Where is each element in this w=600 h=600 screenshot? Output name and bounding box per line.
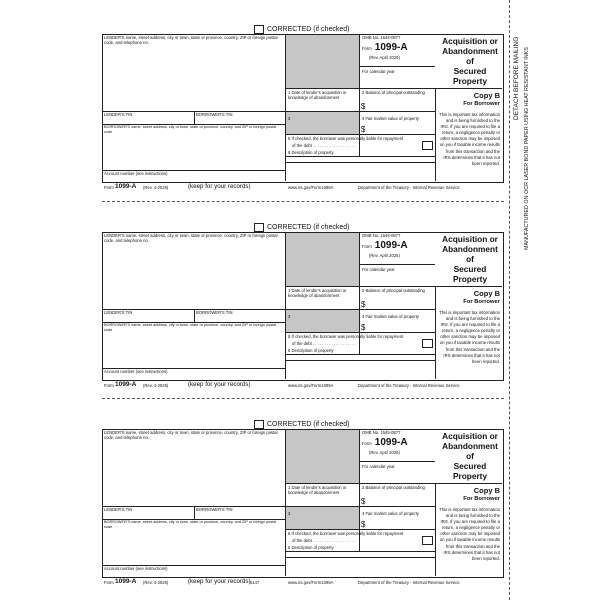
box5-label-2: of the debt . . . . . . . . . . . . . . . . . . . [292, 143, 357, 148]
form-number: 1099-A [374, 42, 408, 53]
manufactured-notice: MANUFACTURED ON OCR LASER BOND PAPER USING HEAT RESISTANT INKS [524, 47, 530, 250]
corrected-control[interactable] [254, 222, 349, 232]
box5-label: 5 If checked, the borrower was personally liable for repayment [288, 334, 404, 339]
account-number-label: Account number (see instructions) [104, 171, 168, 176]
box4-label: 4 Fair market value of property [362, 314, 420, 319]
box6-label: 6 Description of property [288, 545, 334, 550]
footer-keep: (keep for your records) [188, 578, 251, 585]
footer-revision: (Rev. 4-2025) [143, 185, 169, 190]
important-notice: This is important tax information and is being furnished to the IRS. If you are required to file a return, a negligence penalty or other sanction may be imposed on you if taxable income results from this transaction and the IRS determines that it has not been reported. [439, 507, 500, 561]
form-title: Acquisition or Abandonment of Secured Property [442, 234, 498, 284]
footer-department: Department of the Treasury - Internal Revenue Service [358, 383, 460, 388]
corrected-control[interactable] [254, 419, 349, 429]
box2-label: 2 Balance of principal outstanding [362, 90, 425, 95]
form-copy [102, 222, 504, 390]
important-notice: This is important tax information and is being furnished to the IRS. If you are required to file a return, a negligence penalty or other sanction may be imposed on you if taxable income results from this transaction and the IRS determines that it has not been reported. [439, 310, 500, 364]
lender-info-label: LENDER'S name, street address, city or town, state or province, country, ZIP or foreign postal code, and telephone no. [104, 233, 278, 243]
for-borrower-label: For Borrower [463, 496, 500, 502]
box1-label: 1 Date of lender's acquisition or knowledge of abandonment [288, 485, 347, 495]
box2-dollar: $ [361, 497, 366, 506]
footer-form-word: Form [104, 383, 114, 388]
for-borrower-label: For Borrower [463, 101, 500, 107]
footer-keep: (keep for your records) [188, 183, 251, 190]
account-number-label: Account number (see instructions) [104, 369, 168, 374]
borrower-info-label: BORROWER'S name, street address, city or town, state or province, country, and ZIP or foreign postal code [104, 520, 277, 529]
footer-url: www.irs.gov/Form1099A [288, 185, 334, 190]
lender-info-label: LENDER'S name, street address, city or town, state or province, country, ZIP or foreign postal code, and telephone no. [104, 35, 278, 45]
form-word: Form [362, 244, 372, 249]
calendar-year-label: For calendar year [362, 69, 395, 74]
corrected-checkbox[interactable] [254, 420, 264, 429]
form-word: Form [362, 46, 372, 51]
lender-tin-label: LENDER'S TIN [104, 310, 133, 315]
box2-label: 2 Balance of principal outstanding [362, 288, 425, 293]
form-word: Form [362, 441, 372, 446]
calendar-year-label: For calendar year [362, 267, 395, 272]
copy-b-label: Copy B [473, 91, 500, 100]
form-title: Acquisition or Abandonment of Secured Property [442, 36, 498, 86]
form-revision: (Rev. April 2025) [369, 55, 400, 60]
lender-tin-label: LENDER'S TIN [104, 112, 133, 117]
copy-b-label: Copy B [473, 289, 500, 298]
borrower-info-label: BORROWER'S name, street address, city or town, state or province, country, and ZIP or foreign postal code [104, 323, 277, 332]
box3-shaded [286, 112, 359, 134]
corrected-control[interactable] [254, 24, 349, 34]
box4-dollar: $ [361, 125, 366, 134]
omb-number: OMB No. 1545-0877 [362, 233, 401, 238]
box2-label: 2 Balance of principal outstanding [362, 485, 425, 490]
footer-revision: (Rev. 4-2025) [143, 383, 169, 388]
footer-form-number: 1099-A [115, 183, 137, 190]
borrower-tin-label: BORROWER'S TIN [196, 112, 233, 117]
calendar-year-label: For calendar year [362, 464, 395, 469]
catalog-number: 5147 [250, 580, 260, 585]
corrected-label: CORRECTED (if checked) [267, 223, 350, 231]
vertical-cut-line [509, 0, 510, 600]
footer-revision: (Rev. 4-2025) [143, 580, 169, 585]
box1-label: 1 Date of lender's acquisition or knowledge of abandonment [288, 90, 347, 100]
box5-label: 5 If checked, the borrower was personally liable for repayment [288, 531, 404, 536]
box3-shaded [286, 310, 359, 332]
important-notice: This is important tax information and is being furnished to the IRS. If you are required to file a return, a negligence penalty or other sanction may be imposed on you if taxable income results from this transaction and the IRS determines that it has not been reported. [439, 112, 500, 166]
corrected-checkbox[interactable] [254, 25, 264, 34]
for-borrower-label: For Borrower [463, 299, 500, 305]
form-revision: (Rev. April 2025) [369, 253, 400, 258]
lender-tin-label: LENDER'S TIN [104, 507, 133, 512]
reserved-area [286, 233, 359, 286]
box2-dollar: $ [361, 102, 366, 111]
form-footer [102, 381, 504, 390]
borrower-info-label: BORROWER'S name, street address, city or town, state or province, country, and ZIP or foreign postal code [104, 125, 277, 134]
footer-form-word: Form [104, 185, 114, 190]
form-copy [102, 419, 504, 587]
horizontal-cut-line [102, 398, 504, 399]
footer-url: www.irs.gov/Form1099A [288, 383, 334, 388]
footer-form-word: Form [104, 580, 114, 585]
form-number: 1099-A [374, 240, 408, 251]
corrected-label: CORRECTED (if checked) [267, 420, 350, 428]
box1-label: 1 Date of lender's acquisition or knowledge of abandonment [288, 288, 347, 298]
form-footer [102, 183, 504, 192]
reserved-area [286, 35, 359, 88]
footer-url: www.irs.gov/Form1099A [288, 580, 334, 585]
reserved-area [286, 430, 359, 483]
box3-shaded [286, 507, 359, 529]
form-title: Acquisition or Abandonment of Secured Property [442, 431, 498, 481]
form-copy [102, 24, 504, 192]
box5-label-2: of the debt . . . . . . . . . . . . . . . . . . . [292, 538, 357, 543]
box5-label-2: of the debt . . . . . . . . . . . . . . . . . . . [292, 341, 357, 346]
box4-label: 4 Fair market value of property [362, 116, 420, 121]
copy-b-label: Copy B [473, 486, 500, 495]
box6-label: 6 Description of property [288, 348, 334, 353]
box3-label: 3 [288, 116, 291, 121]
omb-number: OMB No. 1545-0877 [362, 35, 401, 40]
box5-checkbox[interactable] [422, 536, 433, 545]
footer-department: Department of the Treasury - Internal Revenue Service [358, 185, 460, 190]
box4-dollar: $ [361, 520, 366, 529]
form-revision: (Rev. April 2025) [369, 450, 400, 455]
box6-label: 6 Description of property [288, 150, 334, 155]
lender-info-label: LENDER'S name, street address, city or town, state or province, country, ZIP or foreign postal code, and telephone no. [104, 430, 278, 440]
form-number: 1099-A [374, 437, 408, 448]
box2-dollar: $ [361, 300, 366, 309]
account-number-label: Account number (see instructions) [104, 566, 168, 571]
box4-label: 4 Fair market value of property [362, 511, 420, 516]
box4-dollar: $ [361, 323, 366, 332]
box5-label: 5 If checked, the borrower was personally liable for repayment [288, 136, 404, 141]
corrected-label: CORRECTED (if checked) [267, 25, 350, 33]
omb-number: OMB No. 1545-0877 [362, 430, 401, 435]
footer-keep: (keep for your records) [188, 381, 251, 388]
borrower-tin-label: BORROWER'S TIN [196, 507, 233, 512]
footer-form-number: 1099-A [115, 381, 137, 388]
borrower-tin-label: BORROWER'S TIN [196, 310, 233, 315]
form-footer [102, 578, 504, 587]
box3-label: 3 [288, 314, 291, 319]
footer-form-number: 1099-A [115, 578, 137, 585]
horizontal-cut-line [102, 201, 504, 202]
box5-checkbox[interactable] [422, 339, 433, 348]
box3-label: 3 [288, 511, 291, 516]
footer-department: Department of the Treasury - Internal Revenue Service [358, 580, 460, 585]
box5-checkbox[interactable] [422, 141, 433, 150]
corrected-checkbox[interactable] [254, 223, 264, 232]
detach-notice: DETACH BEFORE MAILING [513, 36, 520, 120]
